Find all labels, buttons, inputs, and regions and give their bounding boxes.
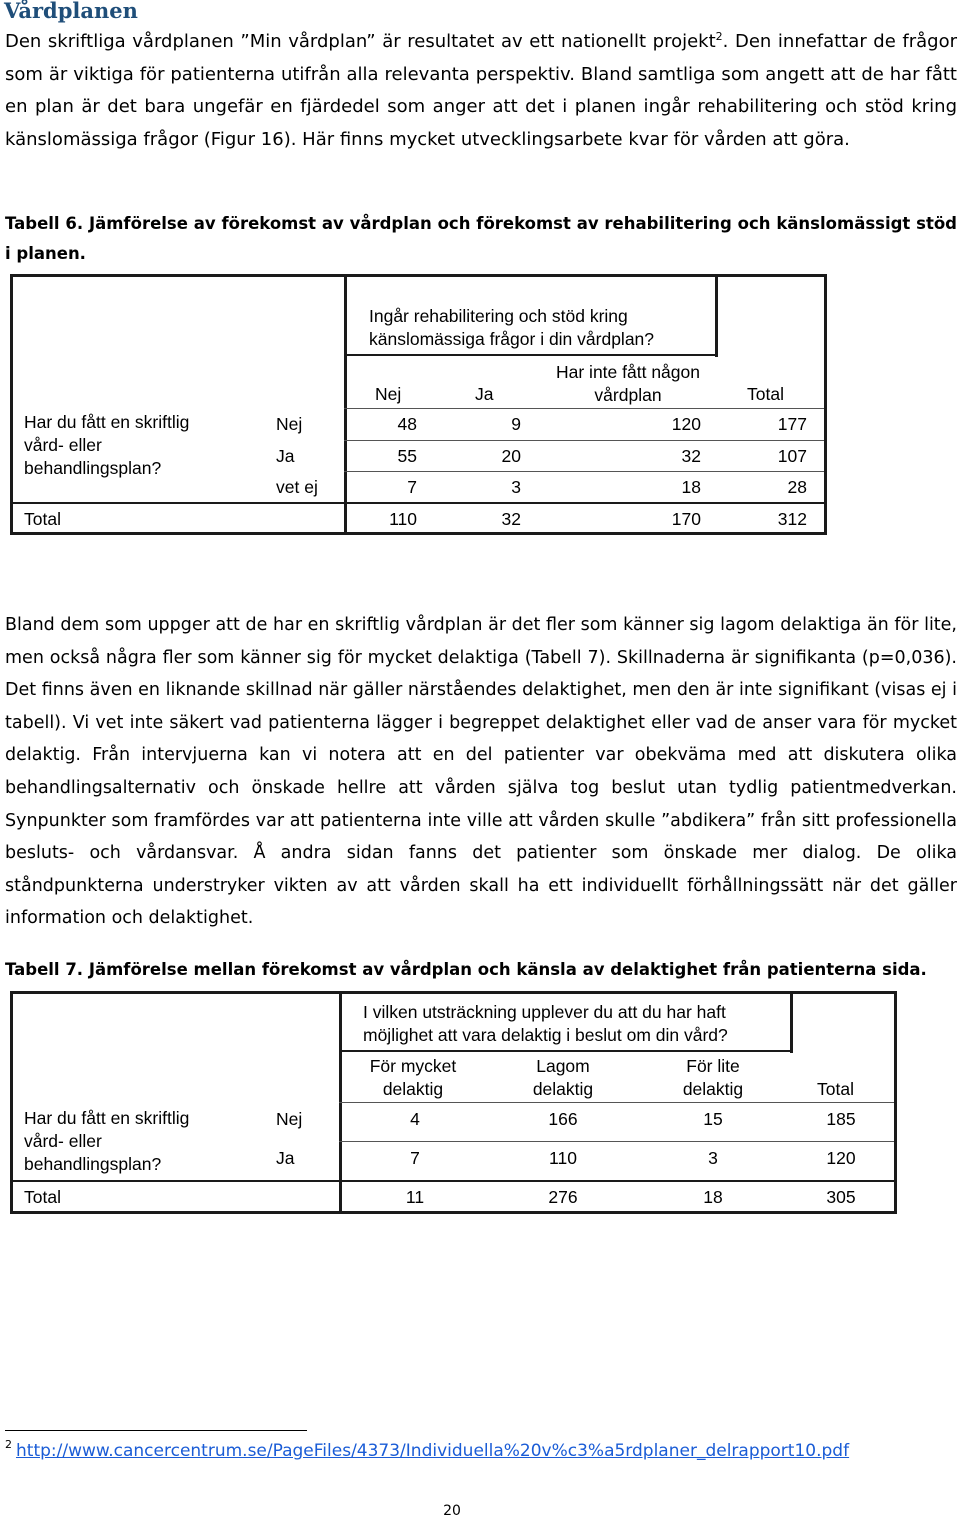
page-number: 20 bbox=[443, 1503, 461, 1519]
table-cell: 110 bbox=[389, 509, 417, 529]
table-divider bbox=[344, 408, 824, 409]
table-cell: 3 bbox=[511, 477, 521, 497]
table-cell: 166 bbox=[548, 1109, 578, 1129]
intro-text-rest: . Den innefattar de frågor som är viktiga för patienterna utifrån alla relevanta perspektiv. Bland samtliga som angett att de har fått en plan är det bara ungefär en fjärdedel som anger att det i planen ingår rehabilitering och stöd kring känslomässiga frågor (Figur 16). Här finns mycket utvecklingsarbete kvar för vården att göra. bbox=[5, 31, 957, 150]
row-label: Ja bbox=[276, 1148, 295, 1168]
table-cell: 7 bbox=[410, 1148, 420, 1168]
table-divider bbox=[715, 277, 718, 357]
table-cell: 9 bbox=[511, 414, 521, 434]
footnote-link[interactable]: http://www.cancercentrum.se/PageFiles/4373/Individuella%20v%c3%a5rdplaner_delrapport10.pdf bbox=[16, 1441, 850, 1461]
column-group-header: Ingår rehabilitering och stöd kring känslomässiga frågor i din vårdplan? bbox=[369, 306, 655, 349]
row-label: Nej bbox=[276, 1109, 303, 1129]
table-7-caption: Tabell 7. Jämförelse mellan förekomst av vårdplan och känsla av delaktighet från patienterna sida. bbox=[5, 960, 927, 979]
table-cell: 18 bbox=[703, 1187, 723, 1207]
column-header: Ja bbox=[475, 384, 494, 404]
column-header: Total bbox=[817, 1079, 854, 1099]
table-divider bbox=[344, 440, 824, 441]
table-cell: 20 bbox=[501, 446, 521, 466]
table-cell: 110 bbox=[549, 1148, 577, 1168]
row-label: Nej bbox=[276, 414, 303, 434]
table-cell: 3 bbox=[708, 1148, 718, 1168]
column-header: Total bbox=[747, 384, 784, 404]
table-divider bbox=[790, 994, 793, 1053]
row-label: Total bbox=[24, 509, 61, 529]
row-label: Total bbox=[24, 1187, 61, 1207]
row-group-header: Har du fått en skriftlig vård- eller behandlingsplan? bbox=[24, 1108, 190, 1174]
table-cell: 4 bbox=[410, 1109, 420, 1129]
table-cell: 32 bbox=[501, 509, 521, 529]
table-cell: 120 bbox=[671, 414, 701, 434]
row-group-header: Har du fått en skriftlig vård- eller behandlingsplan? bbox=[24, 412, 190, 478]
table-divider bbox=[344, 471, 824, 472]
table-6 bbox=[10, 274, 827, 535]
table-cell: 32 bbox=[681, 446, 701, 466]
footnote-reference[interactable]: 2 bbox=[715, 30, 723, 43]
column-group-header: I vilken utsträckning upplever du att du har haft möjlighet att vara delaktig i beslut om din vård? bbox=[363, 1002, 728, 1045]
footnote-number: 2 bbox=[5, 1438, 12, 1451]
table-divider bbox=[13, 1180, 894, 1182]
table-cell: 18 bbox=[681, 477, 701, 497]
row-label: vet ej bbox=[276, 477, 318, 497]
table-cell: 107 bbox=[777, 446, 807, 466]
table-7 bbox=[10, 991, 897, 1214]
table-cell: 177 bbox=[777, 414, 807, 434]
table-cell: 28 bbox=[787, 477, 807, 497]
table-cell: 276 bbox=[548, 1187, 578, 1207]
table-cell: 7 bbox=[407, 477, 417, 497]
body-paragraph: Bland dem som uppger att de har en skriftlig vårdplan är det fler som känner sig lagom delaktiga än för lite, men också några fler som känner sig för mycket delaktiga (Tabell 7). Skillnaderna är signifikanta (p=0,036). Det finns även en liknande skillnad när gäller närståendes delaktighet, men den är inte signifikant (visas ej i tabell). Vi vet inte säkert vad patienterna lägger i begreppet delaktighet eller vad de anser vara för mycket delaktig. Från intervjuerna kan vi notera att en del patienter var obekväma med att diskutera olika behandlingsalternativ och önskade hellre att vården själva tog beslut utan tydlig patientmedverkan. Synpunkter som framfördes var att patienterna inte ville att vården skulle ”abdikera” från sitt professionella besluts- och vårdansvar. Å andra sidan fanns det patienter som önskade mer dialog. De olika ståndpunkterna understryker vikten av att vården skall ha ett individuellt förhållningssätt när det gäller information och delaktighet. bbox=[5, 615, 957, 929]
table-cell: 305 bbox=[826, 1187, 856, 1207]
table-divider bbox=[13, 502, 824, 504]
table-cell: 170 bbox=[671, 509, 701, 529]
table-cell: 48 bbox=[397, 414, 417, 434]
column-header: Har inte fått någon vårdplan bbox=[556, 362, 700, 405]
footnote-divider bbox=[5, 1430, 307, 1431]
row-label: Ja bbox=[276, 446, 295, 466]
table-divider bbox=[339, 1102, 894, 1103]
table-cell: 312 bbox=[777, 509, 807, 529]
table-6-caption: Tabell 6. Jämförelse av förekomst av vårdplan och förekomst av rehabilitering och känslomässigt stöd i planen. bbox=[5, 214, 957, 263]
table-divider bbox=[344, 354, 718, 356]
section-heading: Vårdplanen bbox=[4, 0, 138, 23]
column-header: Lagom delaktig bbox=[532, 1056, 594, 1099]
intro-text: Den skriftliga vårdplanen ”Min vårdplan” är resultatet av ett nationellt projekt bbox=[5, 31, 716, 52]
column-header: För mycket delaktig bbox=[369, 1056, 457, 1099]
table-cell: 11 bbox=[405, 1187, 425, 1207]
column-header: Nej bbox=[375, 384, 402, 404]
intro-paragraph bbox=[5, 26, 957, 156]
table-cell: 120 bbox=[826, 1148, 856, 1168]
table-divider bbox=[339, 1141, 894, 1142]
table-cell: 185 bbox=[826, 1109, 856, 1129]
table-divider bbox=[339, 1050, 793, 1052]
table-cell: 55 bbox=[397, 446, 417, 466]
column-header: För lite delaktig bbox=[682, 1056, 744, 1099]
table-cell: 15 bbox=[703, 1109, 723, 1129]
